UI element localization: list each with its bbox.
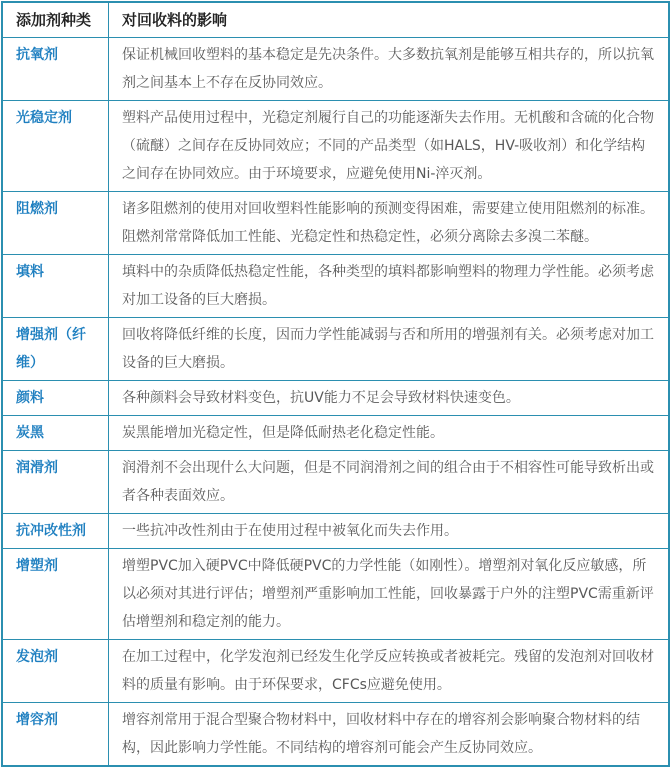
column-header-additive-type: 添加剂种类 [2, 2, 109, 38]
additive-type-cell: 抗氧剂 [2, 38, 109, 101]
additive-type-cell: 润滑剂 [2, 451, 109, 514]
effect-cell: 保证机械回收塑料的基本稳定是先决条件。大多数抗氧剂是能够互相共存的，所以抗氧剂之间基本上不存在反协同效应。 [109, 38, 670, 101]
additive-type-cell: 抗冲改性剂 [2, 514, 109, 549]
header-row [2, 2, 669, 38]
additive-type-cell: 光稳定剂 [2, 101, 109, 192]
table-row [2, 416, 669, 451]
effect-cell: 各种颜料会导致材料变色，抗UV能力不足会导致材料快速变色。 [109, 381, 670, 416]
table-row [2, 101, 669, 192]
table-row [2, 38, 669, 101]
table-row [2, 381, 669, 416]
additive-type-cell: 炭黑 [2, 416, 109, 451]
table-row [2, 640, 669, 703]
effect-cell: 回收将降低纤维的长度，因而力学性能减弱与否和所用的增强剂有关。必须考虑对加工设备的巨大磨损。 [109, 318, 670, 381]
table-header [2, 2, 669, 38]
additive-type-cell: 发泡剂 [2, 640, 109, 703]
table-row [2, 451, 669, 514]
effect-cell: 增容剂常用于混合型聚合物材料中，回收材料中存在的增容剂会影响聚合物材料的结构，因此影响力学性能。不同结构的增容剂可能会产生反协同效应。 [109, 703, 670, 767]
effect-cell: 炭黑能增加光稳定性，但是降低耐热老化稳定性能。 [109, 416, 670, 451]
table-row [2, 514, 669, 549]
table-row [2, 318, 669, 381]
table-body [2, 38, 669, 767]
additive-type-cell: 填料 [2, 255, 109, 318]
additive-type-cell: 颜料 [2, 381, 109, 416]
effect-cell: 一些抗冲改性剂由于在使用过程中被氧化而失去作用。 [109, 514, 670, 549]
table-row [2, 549, 669, 640]
effect-cell: 增塑PVC加入硬PVC中降低硬PVC的力学性能（如刚性）。增塑剂对氧化反应敏感，所以必须对其进行评估；增塑剂严重影响加工性能，回收暴露于户外的注塑PVC需重新评估增塑剂和稳定剂的能力。 [109, 549, 670, 640]
effect-cell: 在加工过程中，化学发泡剂已经发生化学反应转换或者被耗完。残留的发泡剂对回收材料的质量有影响。由于环保要求，CFCs应避免使用。 [109, 640, 670, 703]
effect-cell: 润滑剂不会出现什么大问题，但是不同润滑剂之间的组合由于不相容性可能导致析出或者各种表面效应。 [109, 451, 670, 514]
additive-type-cell: 增强剂（纤维） [2, 318, 109, 381]
additive-type-cell: 增容剂 [2, 703, 109, 767]
effect-cell: 诸多阻燃剂的使用对回收塑料性能影响的预测变得困难，需要建立使用阻燃剂的标准。阻燃剂常常降低加工性能、光稳定性和热稳定性，必须分离除去多溴二苯醚。 [109, 192, 670, 255]
additive-type-cell: 增塑剂 [2, 549, 109, 640]
additives-effects-table [1, 1, 670, 767]
table-row [2, 192, 669, 255]
table-row [2, 255, 669, 318]
effect-cell: 填料中的杂质降低热稳定性能，各种类型的填料都影响塑料的物理力学性能。必须考虑对加工设备的巨大磨损。 [109, 255, 670, 318]
additive-type-cell: 阻燃剂 [2, 192, 109, 255]
effect-cell: 塑料产品使用过程中，光稳定剂履行自己的功能逐渐失去作用。无机酸和含硫的化合物（硫醚）之间存在反协同效应；不同的产品类型（如HALS，HV-吸收剂）和化学结构之间存在协同效应。由于环境要求，应避免使用Ni-淬灭剂。 [109, 101, 670, 192]
column-header-effect: 对回收料的影响 [109, 2, 670, 38]
table-row [2, 703, 669, 767]
